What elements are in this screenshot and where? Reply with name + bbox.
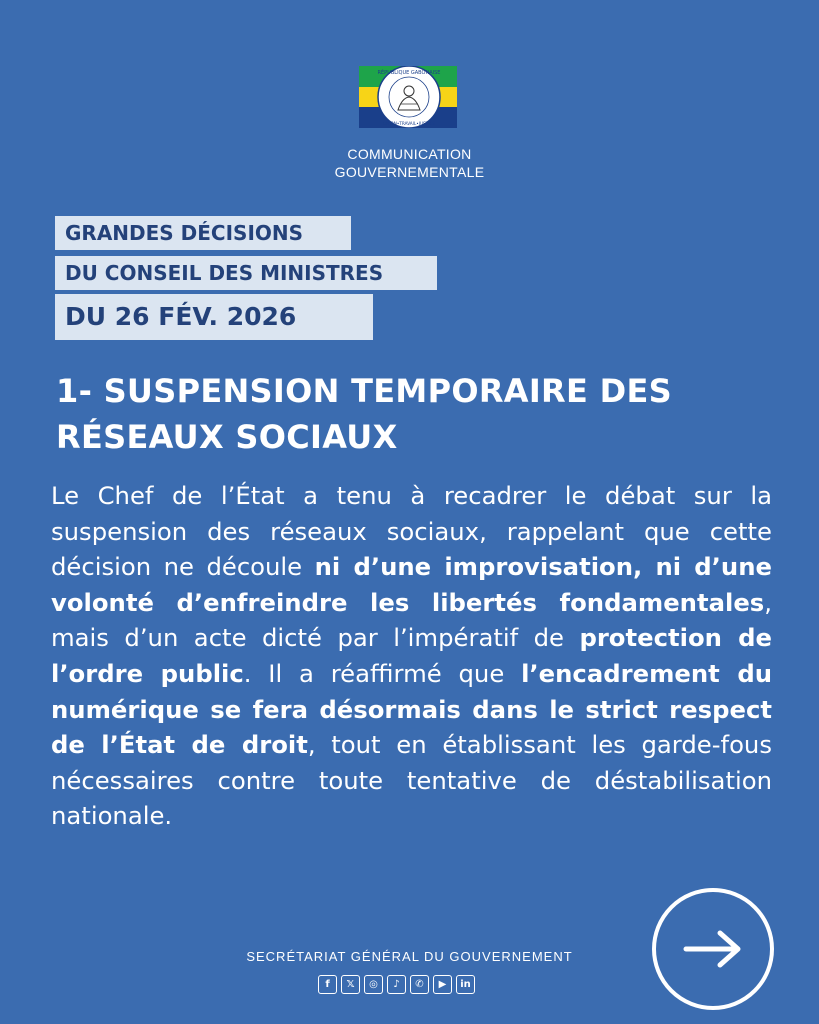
whatsapp-icon[interactable]: ✆ — [410, 975, 429, 994]
tiktok-icon[interactable]: ♪ — [387, 975, 406, 994]
gabon-emblem-logo — [359, 66, 457, 128]
emblem-text-top: RÉPUBLIQUE GABONAISE — [377, 70, 441, 76]
tag-date: DU 26 FÉV. 2026 — [55, 294, 373, 340]
body-text-2: , mais d’un acte dicté par l’impératif de — [51, 587, 772, 653]
body-bold-2: protection de l’ordre public — [51, 623, 772, 688]
facebook-icon[interactable]: f — [318, 975, 337, 994]
instagram-icon[interactable]: ◎ — [364, 975, 383, 994]
linkedin-icon[interactable]: in — [456, 975, 475, 994]
title-line-1: 1- SUSPENSION TEMPORAIRE DES — [56, 372, 672, 410]
tag-grandes-decisions: GRANDES DÉCISIONS — [55, 216, 351, 250]
emblem-text-bottom: UNION•TRAVAIL•JUSTICE — [382, 121, 436, 126]
body-bold-1: ni d’une improvisation, ni d’une volonté d’enfreindre les libertés fondamentales — [51, 552, 772, 617]
x-icon[interactable]: 𝕏 — [341, 975, 360, 994]
brand-line-2: GOUVERNEMENTALE — [334, 164, 485, 180]
section-title — [56, 368, 796, 460]
tag-conseil-ministres: DU CONSEIL DES MINISTRES — [55, 256, 437, 290]
body-bold-3: l’encadrement du numérique se fera désormais dans le strict respect de l’État de droit — [51, 658, 773, 760]
seal-icon — [376, 66, 442, 128]
body-paragraph — [51, 478, 772, 834]
brand-line-1: COMMUNICATION — [347, 146, 472, 162]
social-links — [318, 975, 475, 994]
title-line-2: RÉSEAUX SOCIAUX — [56, 418, 398, 456]
youtube-icon[interactable]: ▶ — [433, 975, 452, 994]
body-text-4: , tout en établissant les garde-fous nécessaires contre toute tentative de déstabilisation nationale. — [51, 730, 772, 831]
next-button[interactable] — [652, 888, 774, 1010]
body-text-1: Le Chef de l’État a tenu à recadrer le débat sur la suspension des réseaux sociaux, rappelant que cette décision ne découle — [51, 481, 772, 582]
body-text-3: . Il a réaffirmé que — [243, 658, 522, 688]
arrow-right-icon — [682, 929, 744, 969]
footer-label: SECRÉTARIAT GÉNÉRAL DU GOUVERNEMENT — [246, 949, 573, 964]
